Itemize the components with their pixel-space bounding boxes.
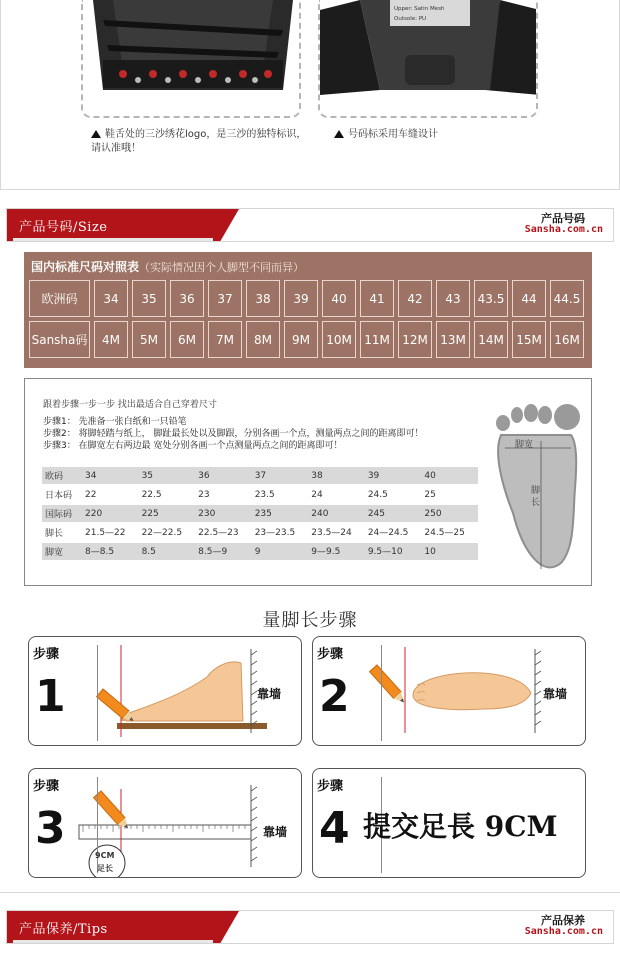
table-cell: 10 [421,543,478,560]
step-label: 步骤 [317,647,344,662]
step-card-1 [28,636,302,746]
table-cell: 245 [365,505,422,522]
table-cell: 38 [308,467,365,484]
step-card-2 [312,636,586,746]
size-cell: 12M [398,321,432,358]
size-cell: 13M [436,321,470,358]
size-row [29,280,584,317]
size-cell: 10M [322,321,356,358]
brand-mark: 产品号码 Sansha.com.cn [524,212,603,235]
table-cell: 24.5—25 [421,524,478,541]
triangle-icon [334,130,344,138]
table-cell: 250 [421,505,478,522]
table-cell: 230 [195,505,252,522]
chart-title: 国内标准尺码对照表（实际情况因个人脚型不同而异） [31,260,305,274]
table-cell: 39 [365,467,422,484]
guide-intro: 跟着步骤一步一步 找出最适合自己穿着尺寸 [43,400,217,410]
size-cell: 43 [436,280,470,317]
label-line-1: Upper: Satin Mesh [394,6,445,12]
table-cell: 23.5 [252,486,309,503]
wall-label: 靠墙 [257,687,282,701]
shoe-tongue-photo [81,0,301,118]
table-row [42,543,478,560]
table-cell: 22—22.5 [139,524,196,541]
table-cell: 35 [139,467,196,484]
size-cell: 43.5 [474,280,508,317]
table-row-label: 脚宽 [42,543,82,560]
table-cell: 36 [195,467,252,484]
table-cell: 24—24.5 [365,524,422,541]
size-cell: 9M [284,321,318,358]
label-line-2: Outsole: PU [394,16,427,22]
table-cell: 23.5—24 [308,524,365,541]
size-row-label: 欧洲码 [29,280,90,317]
table-row-label: 脚长 [42,524,82,541]
size-cell: 7M [208,321,242,358]
step-number: 2 [319,671,350,722]
size-cell: 44.5 [550,280,584,317]
section-title: 产品保养/Tips [19,922,108,937]
table-cell: 8.5—9 [195,543,252,560]
size-section-header [6,208,614,242]
table-cell: 22.5—23 [195,524,252,541]
product-detail-section [0,0,620,190]
size-cell: 34 [94,280,128,317]
step-number: 3 [35,803,66,854]
table-cell: 21.5—22 [82,524,139,541]
foot-length-label: 脚长 [531,486,541,508]
table-row-label: 日本码 [42,486,82,503]
guide-steps: 步骤1： 先准备一张白纸和一只铅笔 步骤2： 将脚轻踏与纸上， 脚趾最长处以及脚跟，分别各画一个点，测量两点之间的距离即可！ 步骤3： 在脚宽左右两边最 宽处分别各画一个点测量两点之间的距离即可！ [43,417,424,451]
measurement-guide [24,378,592,586]
size-cell: 39 [284,280,318,317]
brand-mark: 产品保养 Sansha.com.cn [524,914,603,937]
size-cell: 36 [170,280,204,317]
table-row [42,467,478,484]
triangle-icon [91,130,101,138]
foot-width-label: 脚宽 [515,440,534,450]
submit-length-text: 提交足長 9CM [363,810,558,843]
tips-section-header [6,910,614,944]
size-label-photo [318,0,538,118]
measure-label: 足长 [97,864,113,873]
size-cell: 5M [132,321,166,358]
step-card-4 [312,768,586,878]
size-cell: 4M [94,321,128,358]
table-cell: 8.5 [139,543,196,560]
size-cell: 41 [360,280,394,317]
wall-label: 靠墙 [263,825,288,839]
table-row [42,505,478,522]
table-cell: 23 [195,486,252,503]
step-label: 步骤 [33,779,60,794]
table-cell: 23—23.5 [252,524,309,541]
size-cell: 6M [170,321,204,358]
tongue-caption: 鞋舌处的三沙绣花logo，是三沙的独特标识，请认准哦！ [91,129,307,154]
ruler-illustration [29,769,302,878]
size-conversion-chart [24,252,592,368]
section-title: 产品号码/Size [19,220,108,235]
table-cell: 240 [308,505,365,522]
size-row-label: Sansha码 [29,321,90,358]
step-number: 1 [35,671,66,722]
table-cell: 24 [308,486,365,503]
table-cell: 235 [252,505,309,522]
table-cell: 8—8.5 [82,543,139,560]
size-cell: 11M [360,321,394,358]
size-cell: 42 [398,280,432,317]
step-number: 4 [319,803,350,854]
step-card-3 [28,768,302,878]
table-cell: 34 [82,467,139,484]
size-row [29,321,584,358]
table-cell: 24.5 [365,486,422,503]
table-cell: 22 [82,486,139,503]
section-divider [0,892,620,893]
foot-outline-icon [483,393,583,573]
table-cell: 9—9.5 [308,543,365,560]
table-cell: 9.5—10 [365,543,422,560]
size-cell: 15M [512,321,546,358]
table-cell: 9 [252,543,309,560]
size-reference-table [42,465,478,562]
wall-label: 靠墙 [543,687,568,701]
size-cell: 38 [246,280,280,317]
measure-value: 9CM [95,851,115,860]
label-caption: 号码标采用车缝设计 [334,128,534,142]
size-cell: 37 [208,280,242,317]
table-row-label: 国际码 [42,505,82,522]
step-label: 步骤 [317,779,344,794]
table-cell: 225 [139,505,196,522]
step-label: 步骤 [33,647,60,662]
size-cell: 35 [132,280,166,317]
size-cell: 44 [512,280,546,317]
size-cell: 16M [550,321,584,358]
size-cell: 14M [474,321,508,358]
size-cell: 8M [246,321,280,358]
size-grid [29,280,584,362]
size-cell: 40 [322,280,356,317]
table-cell: 37 [252,467,309,484]
table-cell: 25 [421,486,478,503]
table-row [42,486,478,503]
table-row-label: 欧码 [42,467,82,484]
table-row [42,524,478,541]
table-cell: 220 [82,505,139,522]
table-cell: 40 [421,467,478,484]
steps-heading: 量脚长步骤 [262,610,358,631]
table-cell: 22.5 [139,486,196,503]
